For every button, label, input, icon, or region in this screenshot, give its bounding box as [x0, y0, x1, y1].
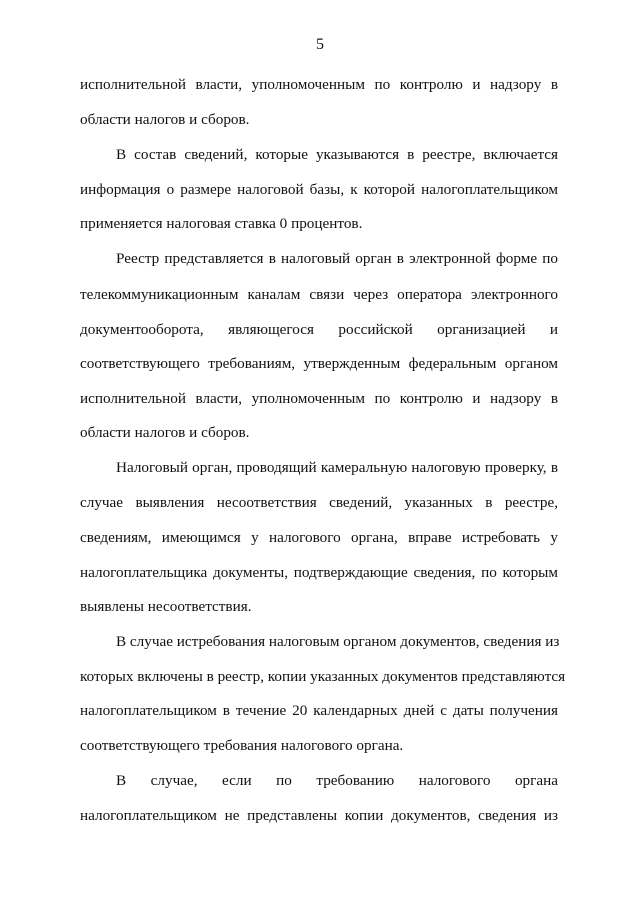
page-number: 5 — [316, 36, 324, 53]
text-line: выявлены несоответствия. — [80, 598, 252, 615]
paragraph-first-line: В состав сведений, которые указываются в реестре, включается — [116, 146, 558, 163]
text-line: применяется налоговая ставка 0 процентов. — [80, 215, 363, 232]
paragraph-first-line: В случае, если по требованию налогового органа — [116, 772, 558, 789]
text-line: налогоплательщиком в течение 20 календарных дней с даты получения — [80, 702, 558, 719]
text-line: соответствующего требованиям, утвержденным федеральным органом — [80, 355, 558, 372]
text-line: которых включены в реестр, копии указанных документов представляются — [80, 668, 566, 685]
text-line: исполнительной власти, уполномоченным по контролю и надзору в — [80, 390, 558, 407]
paragraph-first-line: Реестр представляется в налоговый орган в электронной форме по — [116, 250, 558, 267]
text-line: информация о размере налоговой базы, к которой налогоплательщиком — [80, 181, 558, 198]
text-line: сведениям, имеющимся у налогового органа, вправе истребовать у — [80, 529, 558, 546]
text-line: соответствующего требования налогового органа. — [80, 737, 404, 754]
text-line: области налогов и сборов. — [80, 424, 250, 441]
text-line: области налогов и сборов. — [80, 111, 250, 128]
text-line: случае выявления несоответствия сведений, указанных в реестре, — [80, 494, 558, 511]
text-line: налогоплательщика документы, подтверждающие сведения, по которым — [80, 564, 558, 581]
text-line: телекоммуникационным каналам связи через оператора электронного — [80, 286, 558, 303]
paragraph-first-line: Налоговый орган, проводящий камеральную налоговую проверку, в — [116, 459, 558, 476]
text-line: исполнительной власти, уполномоченным по контролю и надзору в — [80, 76, 558, 93]
text-line: документооборота, являющегося российской организацией и — [80, 321, 558, 338]
text-line: налогоплательщиком не представлены копии документов, сведения из — [80, 807, 558, 824]
paragraph-first-line: В случае истребования налоговым органом документов, сведения из — [116, 633, 560, 650]
